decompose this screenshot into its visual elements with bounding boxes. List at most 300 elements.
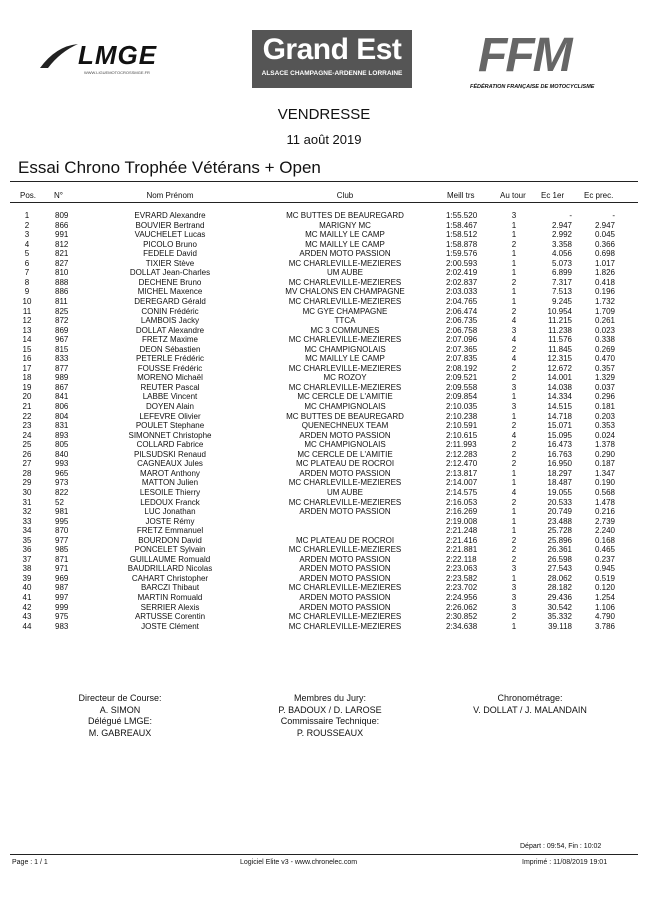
cell-club: MC PLATEAU DE ROCROI bbox=[295, 535, 395, 545]
cell-number: 821 bbox=[55, 249, 69, 259]
cell-gap-prev: 0.418 bbox=[594, 277, 615, 287]
cell-pos: 14 bbox=[22, 335, 32, 345]
cell-lap: 1 bbox=[511, 478, 517, 488]
cell-lap: 2 bbox=[511, 545, 517, 555]
officials-middle bbox=[240, 693, 420, 739]
cell-gap-first: 9.245 bbox=[551, 296, 572, 306]
cell-gap-prev: 1.347 bbox=[594, 468, 615, 478]
cell-name: PICOLO Bruno bbox=[143, 239, 197, 249]
cell-name: PILSUDSKI Renaud bbox=[133, 449, 207, 459]
cell-pos: 44 bbox=[22, 621, 32, 631]
cell-lap: 4 bbox=[511, 354, 517, 364]
cell-name: LEFEVRE Olivier bbox=[139, 411, 201, 421]
cell-best-lap: 2:26.062 bbox=[446, 602, 478, 612]
cell-number: 991 bbox=[55, 230, 69, 240]
cell-number: 981 bbox=[55, 507, 69, 517]
cell-club: MC PLATEAU DE ROCROI bbox=[295, 459, 395, 469]
cell-lap: 2 bbox=[511, 612, 517, 622]
table-row bbox=[0, 326, 648, 336]
cell-gap-prev: 0.568 bbox=[594, 487, 615, 497]
cell-gap-prev: 0.216 bbox=[594, 507, 615, 517]
cell-gap-first: 14.038 bbox=[547, 382, 572, 392]
cell-club: MC CHAMPIGNOLAIS bbox=[304, 344, 386, 354]
cell-gap-prev: 0.045 bbox=[594, 230, 615, 240]
cell-best-lap: 2:14.575 bbox=[446, 487, 478, 497]
cell-lap: 4 bbox=[511, 430, 517, 440]
col-gap-first: Ec 1er bbox=[541, 191, 565, 200]
cell-number: 987 bbox=[55, 583, 69, 593]
cell-number: 965 bbox=[55, 468, 69, 478]
cell-name: FRETZ Emmanuel bbox=[136, 526, 204, 536]
cell-pos: 36 bbox=[22, 545, 32, 555]
cell-gap-first: 15.071 bbox=[547, 421, 572, 431]
cell-lap: 2 bbox=[511, 497, 517, 507]
cell-club: MC CHARLEVILLE-MEZIERES bbox=[288, 258, 402, 268]
cell-gap-first: - bbox=[569, 211, 572, 220]
cell-number: 969 bbox=[55, 573, 69, 583]
cell-name: MATTON Julien bbox=[141, 478, 199, 488]
cell-lap: 1 bbox=[511, 268, 517, 278]
table-row bbox=[0, 383, 648, 393]
cell-club: UM AUBE bbox=[326, 268, 363, 278]
cell-lap: 2 bbox=[511, 306, 517, 316]
cell-number: 973 bbox=[55, 478, 69, 488]
cell-name: MORENO Michaël bbox=[137, 373, 203, 383]
ffm-logo-caption: FÉDÉRATION FRANÇAISE DE MOTOCYCLISME bbox=[470, 84, 595, 90]
cell-lap: 1 bbox=[511, 287, 517, 297]
timing-label: Chronométrage: bbox=[497, 693, 563, 703]
table-row bbox=[0, 517, 648, 527]
cell-lap: 1 bbox=[511, 573, 517, 583]
cell-number: 886 bbox=[55, 287, 69, 297]
ffm-logo-mark: FFM bbox=[478, 29, 571, 82]
cell-gap-prev: 0.196 bbox=[594, 287, 615, 297]
cell-lap: 2 bbox=[511, 277, 517, 287]
cell-best-lap: 2:12.283 bbox=[446, 449, 478, 459]
cell-gap-prev: 2.947 bbox=[594, 220, 615, 230]
cell-pos: 29 bbox=[22, 478, 32, 488]
cell-name: BARCZI Thibaut bbox=[140, 583, 200, 593]
table-row bbox=[0, 564, 648, 574]
cell-club: MC BUTTES DE BEAUREGARD bbox=[286, 411, 404, 421]
cell-number: 806 bbox=[55, 402, 69, 411]
cell-lap: 2 bbox=[511, 373, 517, 383]
cell-gap-first: 11.215 bbox=[548, 316, 572, 326]
cell-gap-first: 28.062 bbox=[547, 573, 572, 583]
cell-gap-prev: 0.945 bbox=[594, 564, 615, 574]
session-times: Départ : 09:54, Fin : 10:02 bbox=[520, 843, 602, 850]
cell-lap: 2 bbox=[511, 363, 517, 373]
cell-name: LUC Jonathan bbox=[144, 507, 196, 517]
cell-best-lap: 2:21.248 bbox=[446, 526, 478, 536]
cell-best-lap: 2:10.615 bbox=[446, 430, 478, 440]
cell-number: 867 bbox=[55, 382, 69, 392]
table-row bbox=[0, 459, 648, 469]
cell-lap: 4 bbox=[511, 335, 517, 345]
cell-club: MC GYE CHAMPAGNE bbox=[302, 306, 388, 316]
cell-pos: 18 bbox=[22, 373, 32, 383]
cell-lap: 1 bbox=[511, 526, 517, 536]
cell-gap-first: 7.513 bbox=[551, 287, 572, 297]
cell-pos: 9 bbox=[24, 287, 30, 297]
col-best-lap: Meill trs bbox=[447, 191, 475, 200]
cell-best-lap: 2:02.419 bbox=[446, 268, 478, 278]
cell-number: 831 bbox=[55, 421, 69, 431]
cell-gap-first: 25.896 bbox=[547, 535, 572, 545]
jury-label: Membres du Jury: bbox=[293, 693, 367, 703]
cell-gap-first: 35.332 bbox=[547, 612, 572, 622]
cell-pos: 33 bbox=[22, 516, 32, 526]
cell-lap: 1 bbox=[511, 230, 517, 240]
cell-gap-prev: 2.739 bbox=[594, 516, 615, 526]
cell-best-lap: 2:12.470 bbox=[446, 459, 478, 469]
cell-number: 825 bbox=[55, 306, 69, 316]
cell-lap: 3 bbox=[511, 583, 517, 593]
event-place: VENDRESSE bbox=[277, 106, 371, 123]
cell-club: MC CHAMPIGNOLAIS bbox=[304, 402, 386, 411]
cell-best-lap: 2:23.063 bbox=[446, 564, 478, 574]
cell-pos: 27 bbox=[22, 459, 32, 469]
cell-best-lap: 2:00.593 bbox=[446, 258, 478, 268]
cell-club: MC CHAMPIGNOLAIS bbox=[304, 440, 386, 450]
cell-gap-prev: 0.120 bbox=[594, 583, 615, 593]
cell-name: CAHART Christopher bbox=[131, 573, 209, 583]
cell-club: ARDEN MOTO PASSION bbox=[299, 573, 391, 583]
cell-lap: 1 bbox=[511, 296, 517, 306]
col-name: Nom Prénom bbox=[146, 191, 194, 200]
cell-name: CONIN Frédéric bbox=[141, 306, 199, 316]
cell-number: 805 bbox=[55, 440, 69, 450]
cell-club: MC CHARLEVILLE-MEZIERES bbox=[288, 621, 402, 631]
cell-club: ARDEN MOTO PASSION bbox=[299, 249, 391, 259]
cell-gap-prev: 0.237 bbox=[594, 554, 615, 564]
table-row bbox=[0, 240, 648, 250]
cell-gap-prev: 0.353 bbox=[594, 421, 615, 431]
cell-best-lap: 2:23.702 bbox=[446, 583, 478, 593]
cell-gap-prev: 0.187 bbox=[594, 459, 615, 469]
cell-gap-prev: 0.261 bbox=[594, 316, 615, 326]
tech-commissioner-label: Commissaire Technique: bbox=[280, 716, 380, 726]
cell-lap: 3 bbox=[511, 325, 517, 335]
table-row bbox=[0, 545, 648, 555]
cell-name: DEON Sébastien bbox=[139, 344, 201, 354]
cell-club: MC CHARLEVILLE-MEZIERES bbox=[288, 296, 402, 306]
cell-pos: 15 bbox=[22, 344, 32, 354]
table-row bbox=[0, 335, 648, 345]
cell-lap: 1 bbox=[511, 392, 517, 402]
cell-number: 841 bbox=[55, 392, 69, 402]
cell-best-lap: 2:34.638 bbox=[446, 621, 478, 631]
cell-pos: 20 bbox=[22, 392, 32, 402]
event-date: 11 août 2019 bbox=[286, 132, 362, 147]
lmge-delegate-label: Délégué LMGE: bbox=[87, 716, 153, 726]
cell-best-lap: 2:08.192 bbox=[446, 363, 478, 373]
cell-number: 810 bbox=[55, 268, 69, 278]
cell-best-lap: 2:09.521 bbox=[446, 373, 478, 383]
cell-number: 993 bbox=[55, 459, 69, 469]
cell-lap: 2 bbox=[511, 344, 517, 354]
grandest-logo-sub: ALSACE CHAMPAGNE-ARDENNE LORRAINE bbox=[261, 70, 403, 77]
cell-pos: 13 bbox=[22, 325, 32, 335]
cell-number: 971 bbox=[55, 564, 69, 574]
cell-lap: 4 bbox=[511, 487, 517, 497]
cell-best-lap: 2:14.007 bbox=[446, 478, 478, 488]
cell-best-lap: 2:10.591 bbox=[446, 421, 478, 431]
cell-gap-first: 19.055 bbox=[547, 487, 572, 497]
table-row bbox=[0, 574, 648, 584]
cell-pos: 1 bbox=[24, 211, 30, 220]
cell-number: 871 bbox=[55, 554, 69, 564]
cell-lap: 2 bbox=[511, 239, 517, 249]
cell-gap-first: 11.576 bbox=[548, 335, 572, 345]
cell-best-lap: 1:58.467 bbox=[446, 220, 478, 230]
cell-best-lap: 2:06.758 bbox=[446, 325, 478, 335]
table-row bbox=[0, 259, 648, 269]
cell-gap-prev: 0.296 bbox=[594, 392, 615, 402]
table-row bbox=[0, 583, 648, 593]
cell-pos: 24 bbox=[22, 430, 32, 440]
cell-best-lap: 2:03.033 bbox=[446, 287, 478, 297]
cell-club: MC CHARLEVILLE-MEZIERES bbox=[288, 478, 402, 488]
cell-best-lap: 2:19.008 bbox=[446, 516, 478, 526]
cell-gap-prev: 0.519 bbox=[594, 573, 615, 583]
cell-best-lap: 2:21.881 bbox=[446, 545, 478, 555]
table-row bbox=[0, 498, 648, 508]
cell-name: DOLLAT Jean-Charles bbox=[129, 268, 211, 278]
cell-lap: 1 bbox=[511, 411, 517, 421]
cell-gap-first: 4.056 bbox=[551, 249, 572, 259]
cell-pos: 2 bbox=[24, 220, 30, 230]
session-title: Essai Chrono Trophée Vétérans + Open bbox=[18, 158, 321, 177]
cell-club: MC CHARLEVILLE-MEZIERES bbox=[288, 335, 402, 345]
cell-number: 888 bbox=[55, 277, 69, 287]
col-num: N° bbox=[54, 191, 63, 200]
cell-gap-first: 20.533 bbox=[547, 497, 572, 507]
cell-gap-first: 2.992 bbox=[551, 230, 572, 240]
cell-name: BOUVIER Bertrand bbox=[135, 220, 205, 230]
cell-gap-prev: 0.357 bbox=[594, 363, 615, 373]
cell-club: ARDEN MOTO PASSION bbox=[299, 554, 391, 564]
cell-gap-first: 11.845 bbox=[548, 344, 572, 354]
footer-divider bbox=[10, 854, 638, 855]
col-pos: Pos. bbox=[20, 191, 37, 200]
cell-gap-first: 5.073 bbox=[551, 258, 572, 268]
cell-gap-first: 16.763 bbox=[547, 449, 572, 459]
cell-club: MC CERCLE DE L'AMITIE bbox=[297, 449, 393, 459]
title-divider bbox=[10, 181, 638, 182]
cell-number: 869 bbox=[55, 325, 69, 335]
table-row bbox=[0, 469, 648, 479]
cell-name: FRETZ Maxime bbox=[142, 335, 198, 345]
table-row bbox=[0, 507, 648, 517]
page-number: Page : 1 / 1 bbox=[12, 859, 48, 866]
cell-best-lap: 2:11.993 bbox=[446, 440, 477, 450]
cell-lap: 3 bbox=[511, 602, 517, 612]
cell-name: BOURDON David bbox=[138, 535, 202, 545]
cell-best-lap: 2:07.835 bbox=[446, 354, 478, 364]
cell-gap-first: 18.487 bbox=[547, 478, 572, 488]
cell-best-lap: 2:06.474 bbox=[446, 306, 478, 316]
cell-lap: 1 bbox=[511, 507, 517, 517]
table-row bbox=[0, 221, 648, 231]
cell-number: 833 bbox=[55, 354, 69, 364]
cell-gap-prev: 2.240 bbox=[594, 526, 615, 536]
cell-name: MARTIN Romuald bbox=[137, 593, 203, 602]
cell-pos: 17 bbox=[22, 363, 32, 373]
cell-pos: 37 bbox=[22, 554, 32, 564]
cell-lap: 1 bbox=[511, 516, 517, 526]
cell-gap-first: 14.001 bbox=[547, 373, 572, 383]
table-row bbox=[0, 316, 648, 326]
cell-lap: 3 bbox=[511, 593, 517, 602]
cell-best-lap: 2:21.416 bbox=[446, 535, 478, 545]
table-row bbox=[0, 555, 648, 565]
cell-best-lap: 2:22.118 bbox=[446, 554, 477, 564]
cell-number: 52 bbox=[55, 497, 64, 507]
cell-gap-prev: - bbox=[612, 211, 615, 220]
table-row bbox=[0, 488, 648, 498]
cell-lap: 3 bbox=[511, 382, 517, 392]
cell-name: LEDOUX Franck bbox=[140, 497, 200, 507]
cell-pos: 8 bbox=[24, 277, 30, 287]
cell-number: 995 bbox=[55, 516, 69, 526]
lmge-logo-text: LMGE bbox=[78, 40, 158, 70]
cell-lap: 3 bbox=[511, 402, 517, 411]
cell-gap-first: 2.947 bbox=[551, 220, 572, 230]
cell-lap: 2 bbox=[511, 459, 517, 469]
cell-club: ARDEN MOTO PASSION bbox=[299, 564, 391, 574]
table-row bbox=[0, 593, 648, 603]
cell-club: MC 3 COMMUNES bbox=[310, 325, 380, 335]
table-row bbox=[0, 526, 648, 536]
cell-gap-prev: 0.190 bbox=[594, 478, 615, 488]
cell-club: ARDEN MOTO PASSION bbox=[299, 602, 391, 612]
cell-pos: 34 bbox=[22, 526, 32, 536]
table-row bbox=[0, 421, 648, 431]
cell-gap-prev: 1.826 bbox=[594, 268, 615, 278]
cell-club: MC MAILLY LE CAMP bbox=[305, 239, 385, 249]
cell-gap-prev: 1.106 bbox=[594, 602, 615, 612]
cell-number: 872 bbox=[55, 316, 69, 326]
header-divider bbox=[10, 202, 638, 203]
table-row bbox=[0, 230, 648, 240]
table-row bbox=[0, 297, 648, 307]
table-row bbox=[0, 373, 648, 383]
cell-gap-prev: 0.203 bbox=[594, 411, 615, 421]
cell-gap-first: 28.182 bbox=[547, 583, 572, 593]
cell-gap-prev: 1.732 bbox=[594, 296, 615, 306]
table-row bbox=[0, 392, 648, 402]
table-row bbox=[0, 612, 648, 622]
cell-name: DEREGARD Gérald bbox=[134, 296, 206, 306]
cell-pos: 30 bbox=[22, 487, 32, 497]
cell-number: 983 bbox=[55, 621, 69, 631]
cell-pos: 21 bbox=[22, 402, 32, 411]
cell-best-lap: 1:55.520 bbox=[446, 211, 478, 220]
cell-gap-first: 14.334 bbox=[547, 392, 572, 402]
cell-name: SERRIER Alexis bbox=[140, 602, 200, 612]
cell-number: 967 bbox=[55, 335, 69, 345]
cell-gap-prev: 0.181 bbox=[594, 402, 615, 411]
cell-lap: 2 bbox=[511, 449, 517, 459]
cell-pos: 7 bbox=[24, 268, 30, 278]
cell-number: 811 bbox=[55, 296, 68, 306]
cell-pos: 4 bbox=[24, 239, 30, 249]
cell-name: COLLARD Fabrice bbox=[136, 440, 204, 450]
cell-lap: 2 bbox=[511, 421, 517, 431]
cell-name: FOUSSE Frédéric bbox=[137, 363, 203, 373]
cell-name: LABBE Vincent bbox=[142, 392, 198, 402]
cell-best-lap: 1:58.512 bbox=[446, 230, 478, 240]
cell-name: PETERLE Frédéric bbox=[135, 354, 205, 364]
cell-number: 977 bbox=[55, 535, 69, 545]
cell-number: 812 bbox=[55, 239, 69, 249]
cell-pos: 31 bbox=[22, 497, 32, 507]
cell-best-lap: 1:59.576 bbox=[446, 249, 478, 259]
cell-name: MICHEL Maxence bbox=[137, 287, 203, 297]
cell-name: BAUDRILLARD Nicolas bbox=[127, 564, 213, 574]
cell-gap-prev: 1.709 bbox=[594, 306, 615, 316]
cell-pos: 41 bbox=[22, 593, 32, 602]
cell-best-lap: 1:58.878 bbox=[446, 239, 478, 249]
cell-gap-prev: 0.290 bbox=[594, 449, 615, 459]
cell-pos: 32 bbox=[22, 507, 32, 517]
race-director-name: A. SIMON bbox=[99, 704, 141, 715]
cell-number: 975 bbox=[55, 612, 69, 622]
cell-number: 840 bbox=[55, 449, 69, 459]
table-row bbox=[0, 268, 648, 278]
cell-gap-prev: 0.269 bbox=[594, 344, 615, 354]
grandest-logo-text: Grand Est bbox=[262, 33, 402, 66]
table-row bbox=[0, 536, 648, 546]
cell-pos: 12 bbox=[22, 316, 32, 326]
cell-pos: 11 bbox=[22, 306, 32, 316]
cell-lap: 3 bbox=[511, 211, 517, 220]
cell-pos: 3 bbox=[24, 230, 30, 240]
cell-name: DOYEN Alain bbox=[145, 402, 195, 411]
cell-gap-first: 20.749 bbox=[547, 507, 572, 517]
cell-gap-prev: 0.168 bbox=[594, 535, 615, 545]
cell-club: MARIGNY MC bbox=[319, 220, 371, 230]
cell-gap-first: 11.238 bbox=[548, 325, 572, 335]
timing-names: V. DOLLAT / J. MALANDAIN bbox=[473, 704, 587, 715]
cell-lap: 3 bbox=[511, 564, 517, 574]
cell-name: VAUCHELET Lucas bbox=[134, 230, 206, 240]
lmge-logo-url: WWW.LIGUEMOTOCROSSMGE.FR bbox=[84, 70, 150, 75]
cell-lap: 1 bbox=[511, 258, 517, 268]
cell-gap-prev: 0.338 bbox=[594, 335, 615, 345]
cell-name: GUILLAUME Romuald bbox=[129, 554, 211, 564]
table-row bbox=[0, 278, 648, 288]
cell-gap-prev: 0.698 bbox=[594, 249, 615, 259]
cell-gap-prev: 0.037 bbox=[594, 382, 615, 392]
table-row bbox=[0, 345, 648, 355]
table-row bbox=[0, 431, 648, 441]
cell-pos: 40 bbox=[22, 583, 32, 593]
cell-gap-first: 14.718 bbox=[547, 411, 572, 421]
cell-pos: 25 bbox=[22, 440, 32, 450]
cell-number: 997 bbox=[55, 593, 69, 602]
cell-club: MC CHARLEVILLE-MEZIERES bbox=[288, 545, 402, 555]
cell-club: TTCA bbox=[334, 316, 356, 326]
cell-name: LAMBOIS Jacky bbox=[140, 316, 200, 326]
cell-number: 827 bbox=[55, 258, 69, 268]
officials-left bbox=[40, 693, 200, 739]
cell-gap-prev: 1.478 bbox=[594, 497, 615, 507]
table-row bbox=[0, 354, 648, 364]
cell-pos: 6 bbox=[24, 258, 30, 268]
lmge-swoosh-icon bbox=[38, 42, 78, 72]
